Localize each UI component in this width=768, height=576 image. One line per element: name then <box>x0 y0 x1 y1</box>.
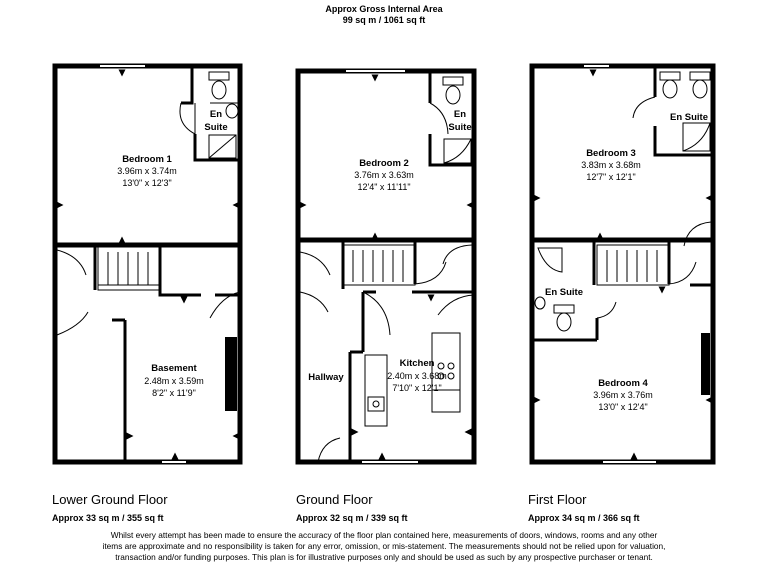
room-bedroom-2 <box>354 158 414 192</box>
room-name: Bedroom 4 <box>598 378 648 389</box>
disclaimer: Whilst every attempt has been made to ensure the accuracy of the floor plan contained here, measurements of doors, windows, rooms and any other items are approximate and no responsibility is taken for any error, omission, or mis-statement. The measurements should not be relied upon for valuation, transaction and/or funding purposes. This plan is for illustrative purposes only and should be used as such by any prospective purchaser or tenant. <box>102 530 666 562</box>
room-imperial: 7'10" x 12'1" <box>392 383 442 393</box>
room-name: Bedroom 1 <box>122 154 172 165</box>
header-title: Approx Gross Internal Area <box>325 4 443 14</box>
dimension-arrow-icon <box>172 453 179 460</box>
room-bedroom-1 <box>117 154 177 188</box>
room-hallway <box>308 372 344 383</box>
room-bedroom-4 <box>593 378 653 412</box>
room-imperial: 13'0" x 12'3" <box>122 178 172 188</box>
dimension-arrow-icon <box>706 397 713 404</box>
dimension-arrow-icon <box>181 297 188 304</box>
room-en-suite-first-bottom <box>545 287 583 298</box>
room-metric: 3.83m x 3.68m <box>581 160 641 170</box>
dimension-arrow-icon <box>534 397 541 404</box>
dimension-arrow-icon <box>372 75 379 82</box>
dimension-arrow-icon <box>352 429 359 436</box>
dimension-arrow-icon <box>379 453 386 460</box>
dimension-arrow-icon <box>127 433 134 440</box>
dimension-arrow-icon <box>467 202 474 209</box>
room-name: En <box>453 109 467 120</box>
dimension-arrow-icon <box>57 202 64 209</box>
room-metric: 3.96m x 3.74m <box>117 166 177 176</box>
floor-area-first: Approx 34 sq m / 366 sq ft <box>528 513 640 523</box>
room-metric: 2.48m x 3.59m <box>144 376 204 386</box>
room-metric: 2.40m x 3.68m <box>387 371 447 381</box>
room-name: Kitchen <box>399 358 435 369</box>
dimension-arrow-icon <box>631 453 638 460</box>
dimension-arrow-icon <box>597 233 604 240</box>
room-bedroom-3 <box>581 148 641 182</box>
floor-name-ground: Ground Floor <box>296 492 373 507</box>
room-imperial: 12'7" x 12'1" <box>586 172 636 182</box>
dimension-arrow-icon <box>119 70 126 77</box>
dimension-arrow-icon <box>534 195 541 202</box>
dimension-arrow-icon <box>428 295 435 302</box>
dimension-arrow-icon <box>659 287 666 294</box>
floor-name-lower-ground: Lower Ground Floor <box>52 492 168 507</box>
room-basement <box>144 363 204 398</box>
room-metric: 3.76m x 3.63m <box>354 170 414 180</box>
room-name: Hallway <box>308 372 344 383</box>
room-name: Bedroom 3 <box>586 148 636 159</box>
room-name-line2: Suite <box>448 122 472 133</box>
header-area: 99 sq m / 1061 sq ft <box>342 15 426 25</box>
dimension-arrow-icon <box>300 202 307 209</box>
floor-area-lower-ground: Approx 33 sq m / 355 sq ft <box>52 513 164 523</box>
room-imperial: 13'0" x 12'4" <box>598 402 648 412</box>
room-name: Basement <box>151 363 197 374</box>
room-kitchen <box>387 358 447 393</box>
dimension-arrow-icon <box>590 70 597 77</box>
room-metric: 3.96m x 3.76m <box>593 390 653 400</box>
dimension-arrow-icon <box>119 237 126 244</box>
room-imperial: 12'4" x 11'11" <box>357 182 411 192</box>
room-name: En Suite <box>669 112 709 123</box>
dimension-arrow-icon <box>465 429 472 436</box>
room-name-line2: Suite <box>204 122 228 133</box>
room-en-suite-first-top <box>670 112 708 123</box>
room-en-suite-lower <box>204 109 227 133</box>
floor-name-first: First Floor <box>528 492 587 507</box>
room-name: Bedroom 2 <box>359 158 409 169</box>
dimension-arrow-icon <box>233 433 240 440</box>
room-name: En <box>209 109 223 120</box>
room-imperial: 8'2" x 11'9" <box>152 388 196 398</box>
dimension-arrow-icon <box>372 233 379 240</box>
room-name: En Suite <box>544 287 584 298</box>
floor-area-ground: Approx 32 sq m / 339 sq ft <box>296 513 408 523</box>
dimension-arrow-icon <box>706 195 713 202</box>
room-en-suite-ground <box>448 109 471 133</box>
dimension-arrow-icon <box>233 202 240 209</box>
